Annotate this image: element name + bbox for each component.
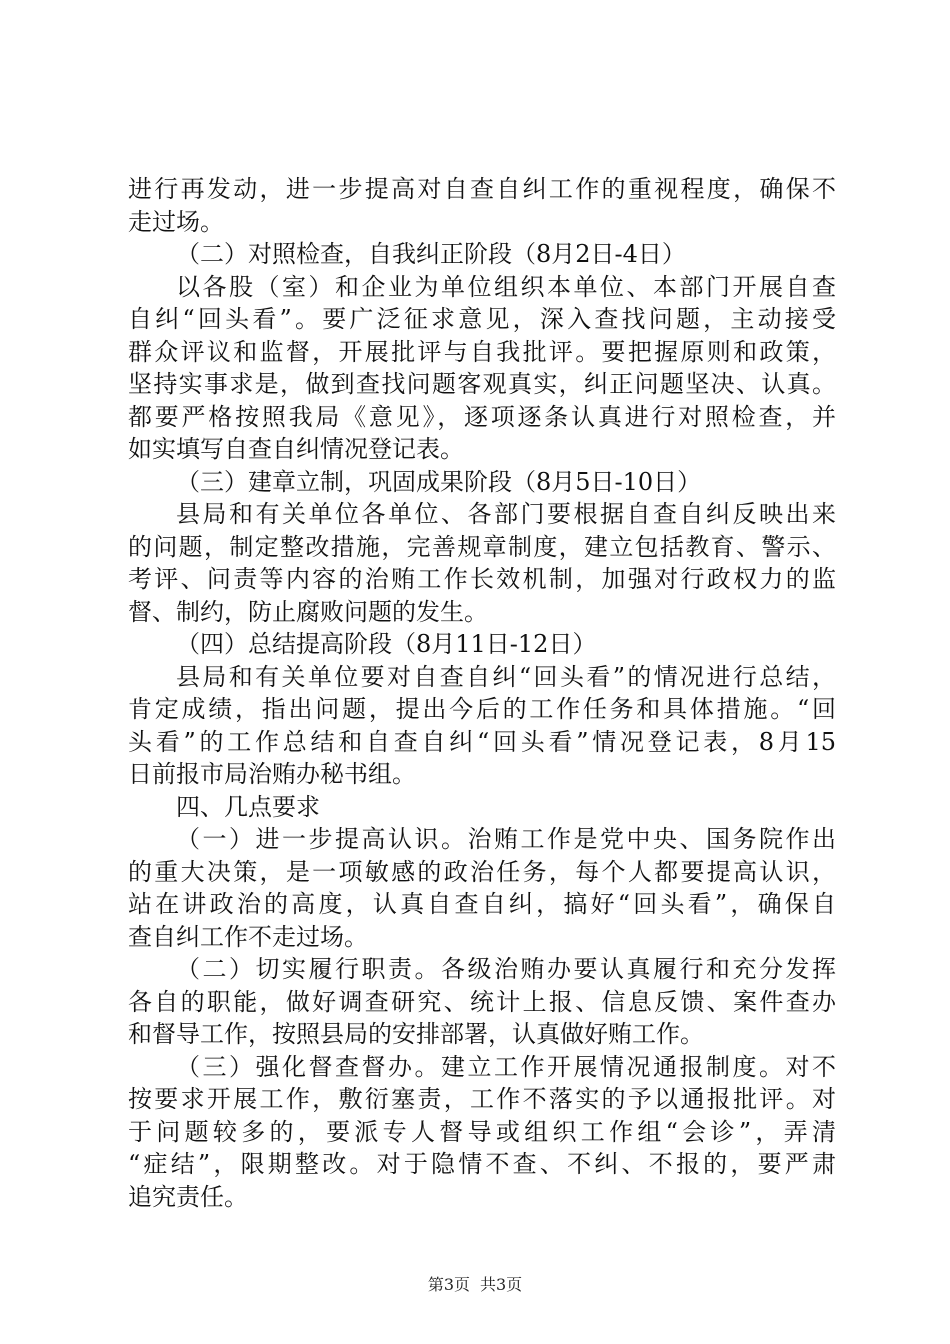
text-line: 如实填写自查自纠情况登记表。 [128, 435, 464, 463]
section-heading: 四、几点要求 [176, 792, 320, 821]
text-line: 追究责任。 [128, 1182, 248, 1211]
text-line: 自纠“回头看”。要广泛征求意见，深入查找问题，主动接受 [128, 305, 836, 333]
text-line: 县局和有关单位要对自查自纠“回头看”的情况进行总结， [176, 662, 836, 691]
text-line: 按要求开展工作，敷衍塞责，工作不落实的予以通报批评。对 [128, 1085, 836, 1113]
text-line: 走过场。 [128, 207, 224, 236]
text-line: 以各股（室）和企业为单位组织本单位、本部门开展自查 [176, 272, 836, 301]
text-line: 日前报市局治贿办秘书组。 [128, 760, 416, 788]
text-line: 都要严格按照我局《意见》，逐项逐条认真进行对照检查，并 [128, 402, 836, 431]
text-line: （二）切实履行职责。各级治贿办要认真履行和充分发挥 [176, 955, 836, 983]
text-line: 头看”的工作总结和自查自纠“回头看”情况登记表，8月15 [128, 727, 836, 756]
text-line: 站在讲政治的高度，认真自查自纠，搞好“回头看”，确保自 [128, 890, 836, 918]
document-body [128, 173, 836, 1213]
text-line: 坚持实事求是，做到查找问题客观真实，纠正问题坚决、认真。 [128, 370, 836, 398]
text-line: （一）进一步提高认识。治贿工作是党中央、国务院作出 [176, 825, 836, 853]
text-line: 督、制约，防止腐败问题的发生。 [128, 597, 488, 626]
text-line: 的重大决策，是一项敏感的政治任务，每个人都要提高认识， [128, 857, 836, 886]
text-line: 考评、问责等内容的治贿工作长效机制，加强对行政权力的监 [128, 565, 836, 593]
text-line: 各自的职能，做好调查研究、统计上报、信息反馈、案件查办 [128, 987, 836, 1016]
text-line: “症结”，限期整改。对于隐情不查、不纠、不报的，要严肃 [128, 1150, 836, 1178]
page-footer [0, 1272, 950, 1295]
text-line: 和督导工作，按照县局的安排部署，认真做好贿工作。 [128, 1020, 704, 1048]
text-line: 进行再发动，进一步提高对自查自纠工作的重视程度，确保不 [128, 175, 836, 203]
page-number: 第3页 [427, 1275, 470, 1294]
text-line: 的问题，制定整改措施，完善规章制度，建立包括教育、警示、 [128, 532, 836, 561]
text-line: 于问题较多的，要派专人督导或组织工作组“会诊”，弄清 [128, 1117, 836, 1146]
text-line: 群众评议和监督，开展批评与自我批评。要把握原则和政策， [128, 337, 836, 366]
section-heading: （四）总结提高阶段（8月11日-12日） [176, 630, 597, 658]
section-heading: （三）建章立制，巩固成果阶段（8月5日-10日） [176, 467, 702, 496]
section-heading: （二）对照检查，自我纠正阶段（8月2日-4日） [176, 240, 686, 268]
text-line: 肯定成绩，指出问题，提出今后的工作任务和具体措施。“回 [128, 695, 836, 723]
text-line: 查自纠工作不走过场。 [128, 922, 368, 951]
text-line: （三）强化督查督办。建立工作开展情况通报制度。对不 [176, 1052, 836, 1081]
page-total: 共3页 [480, 1275, 523, 1294]
text-line: 县局和有关单位各单位、各部门要根据自查自纠反映出来 [176, 500, 836, 528]
